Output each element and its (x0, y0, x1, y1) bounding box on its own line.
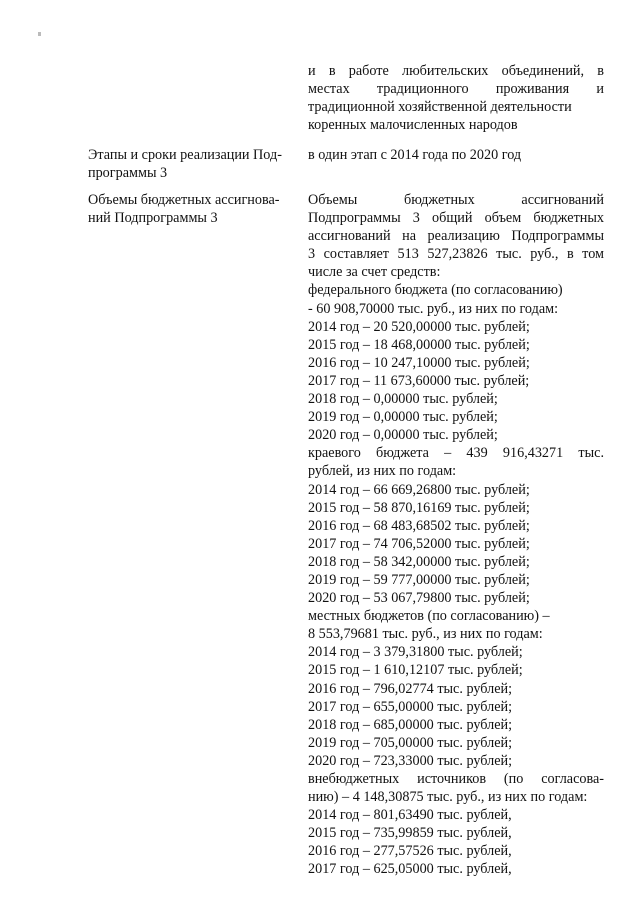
text-line: - 60 908,70000 тыс. руб., из них по годам: (308, 300, 559, 317)
text-line: 2015 год – 18 468,00000 тыс. рублей; (308, 336, 530, 353)
text-line: 2017 год – 625,05000 тыс. рублей, (308, 861, 512, 878)
text-line: местах традиционного проживания и (308, 81, 604, 98)
text-line: 2014 год – 3 379,31800 тыс. рублей; (308, 644, 523, 661)
text-line: 3 составляет 513 527,23826 тыс. руб., в том (308, 246, 604, 263)
text-line: Объемы бюджетных ассигнова- (88, 192, 280, 208)
text-line: традиционной хозяйственной деятельности (308, 99, 572, 116)
text-line: местных бюджетов (по согласованию) – (308, 608, 550, 625)
text-line: 2015 год – 58 870,16169 тыс. рублей; (308, 499, 530, 516)
text-line: 2014 год – 20 520,00000 тыс. рублей; (308, 318, 530, 335)
text-line: Подпрограммы 3 общий объем бюджетных (308, 210, 604, 227)
text-line: 2020 год – 53 067,79800 тыс. рублей; (308, 590, 530, 607)
text-line: 8 553,79681 тыс. руб., из них по годам: (308, 626, 543, 643)
text-line: 2015 год – 735,99859 тыс. рублей, (308, 825, 512, 842)
text-line: в один этап с 2014 года по 2020 год (308, 147, 522, 163)
text-line: и в работе любительских объединений, в (308, 63, 604, 79)
text-line: 2016 год – 68 483,68502 тыс. рублей; (308, 517, 530, 534)
text-line: 2020 год – 723,33000 тыс. рублей; (308, 752, 513, 769)
budget-label (88, 191, 298, 227)
text-line: 2019 год – 705,00000 тыс. рублей; (308, 734, 513, 751)
text-line: 2017 год – 11 673,60000 тыс. рублей; (308, 372, 530, 389)
stages-label (88, 146, 298, 182)
text-line: 2017 год – 655,00000 тыс. рублей; (308, 698, 513, 715)
top-continuation-text (308, 62, 604, 134)
text-line: 2017 год – 74 706,52000 тыс. рублей; (308, 535, 530, 552)
text-line: краевого бюджета – 439 916,43271 тыс. (308, 445, 604, 462)
text-line: 2014 год – 66 669,26800 тыс. рублей; (308, 481, 530, 498)
text-line: нию) – 4 148,30875 тыс. руб., из них по годам: (308, 789, 588, 806)
text-line: внебюджетных источников (по согласова- (308, 771, 604, 787)
scan-mark (38, 32, 41, 36)
stages-value (308, 146, 604, 164)
text-line: 2018 год – 0,00000 тыс. рублей; (308, 391, 498, 408)
text-line: 2014 год – 801,63490 тыс. рублей, (308, 807, 512, 824)
text-line: ассигнований на реализацию Подпрограммы (308, 228, 604, 245)
text-line: федерального бюджета (по согласованию) (308, 282, 563, 299)
text-line: коренных малочисленных народов (308, 117, 518, 134)
text-line: 2016 год – 10 247,10000 тыс. рублей; (308, 354, 530, 371)
text-line: ний Подпрограммы 3 (88, 210, 218, 227)
text-line: Объемы бюджетных ассигнований (308, 192, 604, 208)
text-line: 2018 год – 58 342,00000 тыс. рублей; (308, 553, 530, 570)
text-line: 2018 год – 685,00000 тыс. рублей; (308, 716, 513, 733)
text-line: программы 3 (88, 165, 168, 182)
text-line: 2020 год – 0,00000 тыс. рублей; (308, 427, 498, 444)
text-line: 2015 год – 1 610,12107 тыс. рублей; (308, 662, 523, 679)
text-line: числе за счет средств: (308, 264, 441, 281)
text-line: Этапы и сроки реализации Под- (88, 147, 282, 163)
text-line: рублей, из них по годам: (308, 463, 457, 480)
text-line: 2016 год – 796,02774 тыс. рублей; (308, 680, 513, 697)
text-line: 2019 год – 59 777,00000 тыс. рублей; (308, 571, 530, 588)
budget-value (308, 191, 604, 879)
text-line: 2019 год – 0,00000 тыс. рублей; (308, 409, 498, 426)
text-line: 2016 год – 277,57526 тыс. рублей, (308, 843, 512, 860)
